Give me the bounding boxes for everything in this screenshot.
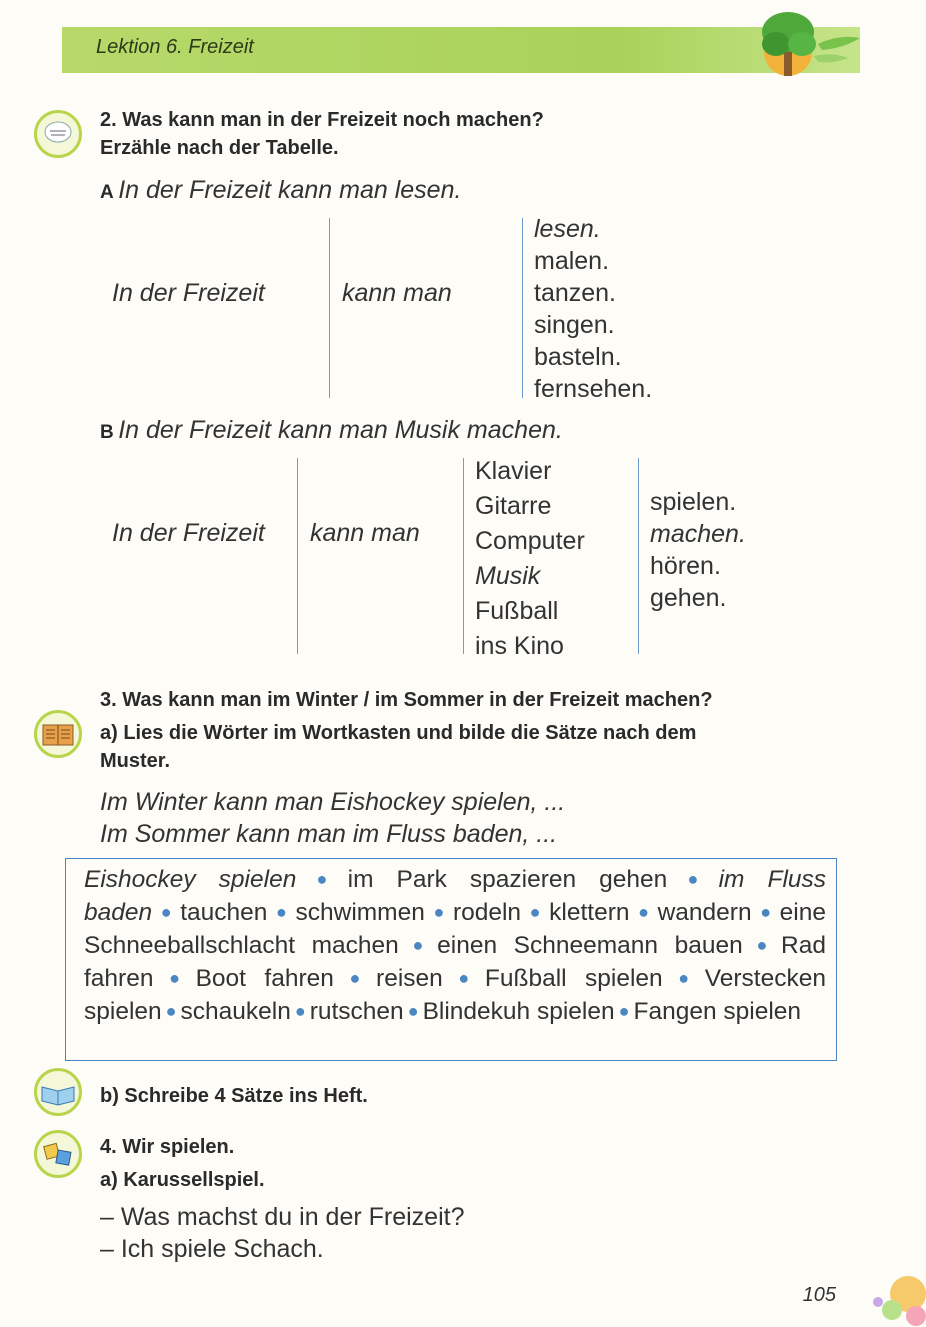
bullet-icon: ● [271,902,292,922]
word-item: klettern [549,899,630,926]
table-b-verb: gehen. [650,584,727,612]
table-a-divider-2 [522,218,523,398]
bullet-icon: ● [746,935,778,955]
bullet-icon: ● [755,902,776,922]
table-a-item: fernsehen. [534,375,653,403]
word-item: wandern [657,899,752,926]
bullet-icon: ● [294,1001,306,1021]
bullet-icon: ● [156,902,177,922]
bullet-icon: ● [618,1001,630,1021]
table-b-item: ins Kino [475,632,564,660]
bullet-icon: ● [666,968,701,988]
word-item: tauchen [180,899,268,926]
task4-heading: 4. Wir spielen. [100,1136,235,1158]
word-item: Verstecken spielen [84,965,826,1025]
bullet-icon: ● [165,1001,177,1021]
word-item: Blindekuh spielen [422,998,615,1025]
dice-icon [34,1130,82,1178]
table-b-item: Gitarre [475,492,552,520]
table-a-item: lesen. [534,215,601,243]
dialog-line-2: – Ich spiele Schach. [100,1235,324,1263]
bullet-icon: ● [407,1001,419,1021]
bullet-icon: ● [337,968,373,988]
table-b-divider-3 [638,458,639,654]
table-b-item: Computer [475,527,585,555]
table-b-col4 [650,486,746,614]
word-item: schwimmen [295,899,425,926]
word-item: Eishockey spielen [84,866,297,893]
table-b-col1: In der Freizeit [112,519,265,547]
dialog-line-1: – Was machst du in der Freizeit? [100,1203,465,1231]
bullet-icon: ● [525,902,546,922]
b-example-text: In der Freizeit kann man Musik machen. [118,416,563,444]
bullet-icon: ● [446,968,481,988]
task3-a-line1: a) Lies die Wörter im Wortkasten und bilde die Sätze nach dem [100,722,697,744]
task4-a-line: a) Karussellspiel. [100,1169,265,1191]
task3-a-line2: Muster. [100,750,171,772]
table-b-divider-2 [463,458,464,654]
word-item: reisen [376,965,443,992]
task3-example-1: Im Winter kann man Eishockey spielen, ... [100,788,566,816]
speech-icon [34,110,82,158]
word-item: einen Schneemann bauen [437,932,743,959]
word-item: schaukeln [180,998,291,1025]
a-label: A [100,182,114,203]
book-icon [34,710,82,758]
bullet-icon: ● [402,935,434,955]
corner-decoration-icon [868,1272,926,1327]
table-b-item: Klavier [475,457,552,485]
word-item: Boot fahren [195,965,334,992]
bullet-icon: ● [671,869,715,889]
table-b-divider-1 [297,458,298,654]
word-item: im Fluss baden [84,866,827,926]
table-a-item: basteln. [534,343,622,371]
word-item: Fußball spielen [484,965,663,992]
word-item: Fangen spielen [633,998,802,1025]
task3-example-2: Im Sommer kann man im Fluss baden, ... [100,820,558,848]
table-a-col3 [534,213,652,405]
word-item: rodeln [452,899,522,926]
table-b-verb: machen. [650,520,746,548]
table-a-col2: kann man [342,279,452,307]
bullet-icon: ● [633,902,654,922]
table-b-col3 [475,454,585,664]
table-a-item: tanzen. [534,279,617,307]
table-b-item: Fußball [475,597,559,625]
table-a-col1: In der Freizeit [112,279,265,307]
word-item: Rad fahren [84,932,826,992]
table-a-divider-1 [329,218,330,398]
table-a-item: singen. [534,311,615,339]
word-box [65,858,837,1061]
bullet-icon: ● [300,869,344,889]
table-b-item: Musik [475,562,541,590]
word-item: eine Schneeballschlacht machen [84,899,826,959]
table-a-item: malen. [534,247,610,275]
a-example-text: In der Freizeit kann man lesen. [118,176,462,204]
tree-icon [748,4,866,78]
lesson-title: Lektion 6. Freizeit [96,36,254,58]
task2-heading-2: Erzähle nach der Tabelle. [100,137,339,159]
word-item: im Park spazieren gehen [347,866,668,893]
task2-a-example [100,174,461,206]
table-b-verb: hören. [650,552,721,580]
table-b-verb: spielen. [650,488,737,516]
notebook-icon [34,1068,82,1116]
bullet-icon: ● [157,968,192,988]
word-item: rutschen [309,998,404,1025]
bullet-icon: ● [428,902,449,922]
table-b-col2: kann man [310,519,420,547]
task2-heading-1: 2. Was kann man in der Freizeit noch machen? [100,109,544,131]
task3-b-line: b) Schreibe 4 Sätze ins Heft. [100,1085,368,1107]
task2-b-example [100,414,563,446]
b-label: B [100,422,114,443]
page-number: 105 [802,1284,836,1306]
task3-heading: 3. Was kann man im Winter / im Sommer in der Freizeit machen? [100,689,713,711]
